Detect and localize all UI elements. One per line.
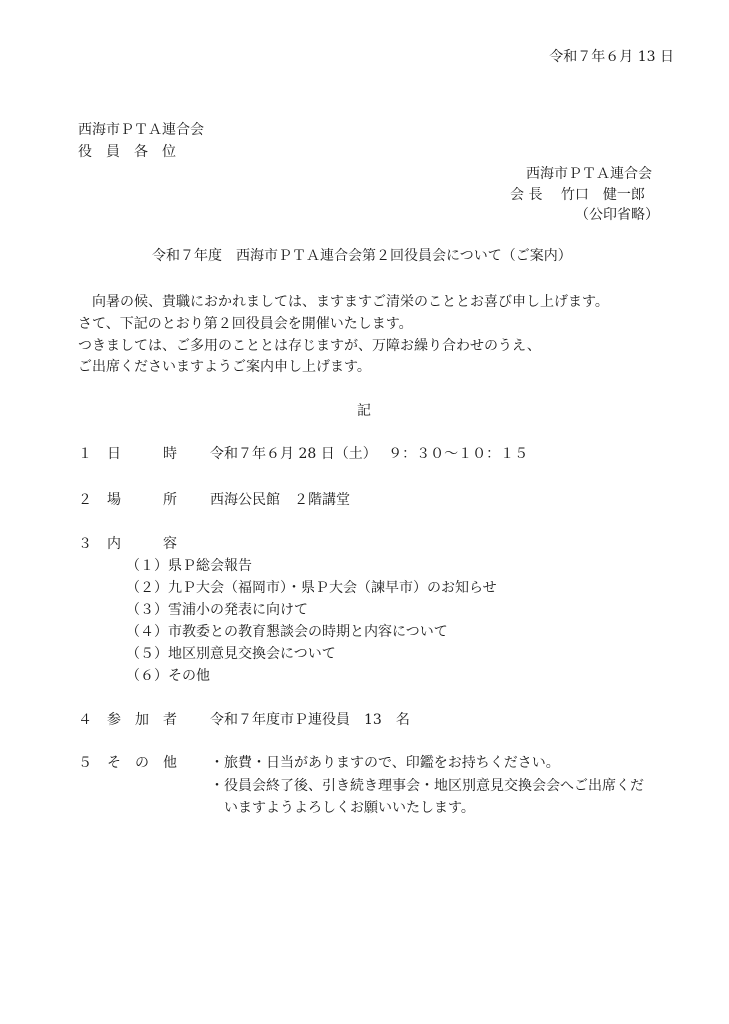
agenda-item: （６）その他 [126,668,210,684]
body-line: 向暑の候、貴職におかれましては、ますますご清栄のこととお喜び申し上げます。 [92,294,609,310]
other-note: ・旅費・日当がありますので、印鑑をお持ちください。 [210,755,560,771]
meeting-datetime: 令和７年６月 28 日（土） ９：３０～１０：１５ [210,446,529,462]
item-label: 日 時 [107,446,177,462]
body-line: ご出席くださいますようご案内申し上げます。 [78,359,371,375]
agenda-item: （３）雪浦小の発表に向けて [126,602,308,618]
item-label: 場 所 [107,492,177,508]
attendees: 令和７年度市Ｐ連役員 13 名 [210,712,410,728]
recipient-org: 西海市ＰＴＡ連合会 [78,122,204,138]
recipient-title: 役 員 各 位 [78,144,176,160]
sender-org: 西海市ＰＴＡ連合会 [526,166,652,182]
item-number: ３ [78,536,92,552]
body-line: つきましては、ご多用のこととは存じますが、万障お繰り合わせのうえ、 [78,338,541,354]
item-label: 参 加 者 [107,712,177,728]
agenda-item: （５）地区別意見交換会について [126,646,336,662]
item-number: ４ [78,712,92,728]
item-label: そ の 他 [107,755,177,771]
agenda-item: （４）市教委との教育懇談会の時期と内容について [126,624,448,640]
ki-heading: 記 [357,403,371,419]
agenda-item: （２）九Ｐ大会（福岡市）・県Ｐ大会（諫早市）のお知らせ [126,580,497,596]
document-date: 令和７年６月 13 日 [549,49,674,65]
meeting-venue: 西海公民館 ２階講堂 [210,492,350,508]
other-note: ・役員会終了後、引き続き理事会・地区別意見交換会会へご出席くだ [210,778,644,794]
sender-name: 会 長 竹口 健一郎 [510,187,645,203]
agenda-item: （１）県Ｐ総会報告 [126,558,252,574]
item-label: 内 容 [107,536,177,552]
document-subject: 令和７年度 西海市ＰＴＡ連合会第２回役員会について（ご案内） [152,248,572,264]
item-number: １ [78,446,92,462]
other-note: いますようよろしくお願いいたします。 [210,800,475,816]
seal-note: （公印省略） [575,207,659,223]
item-number: ５ [78,755,92,771]
item-number: ２ [78,492,92,508]
body-line: さて、下記のとおり第２回役員会を開催いたします。 [78,316,413,332]
